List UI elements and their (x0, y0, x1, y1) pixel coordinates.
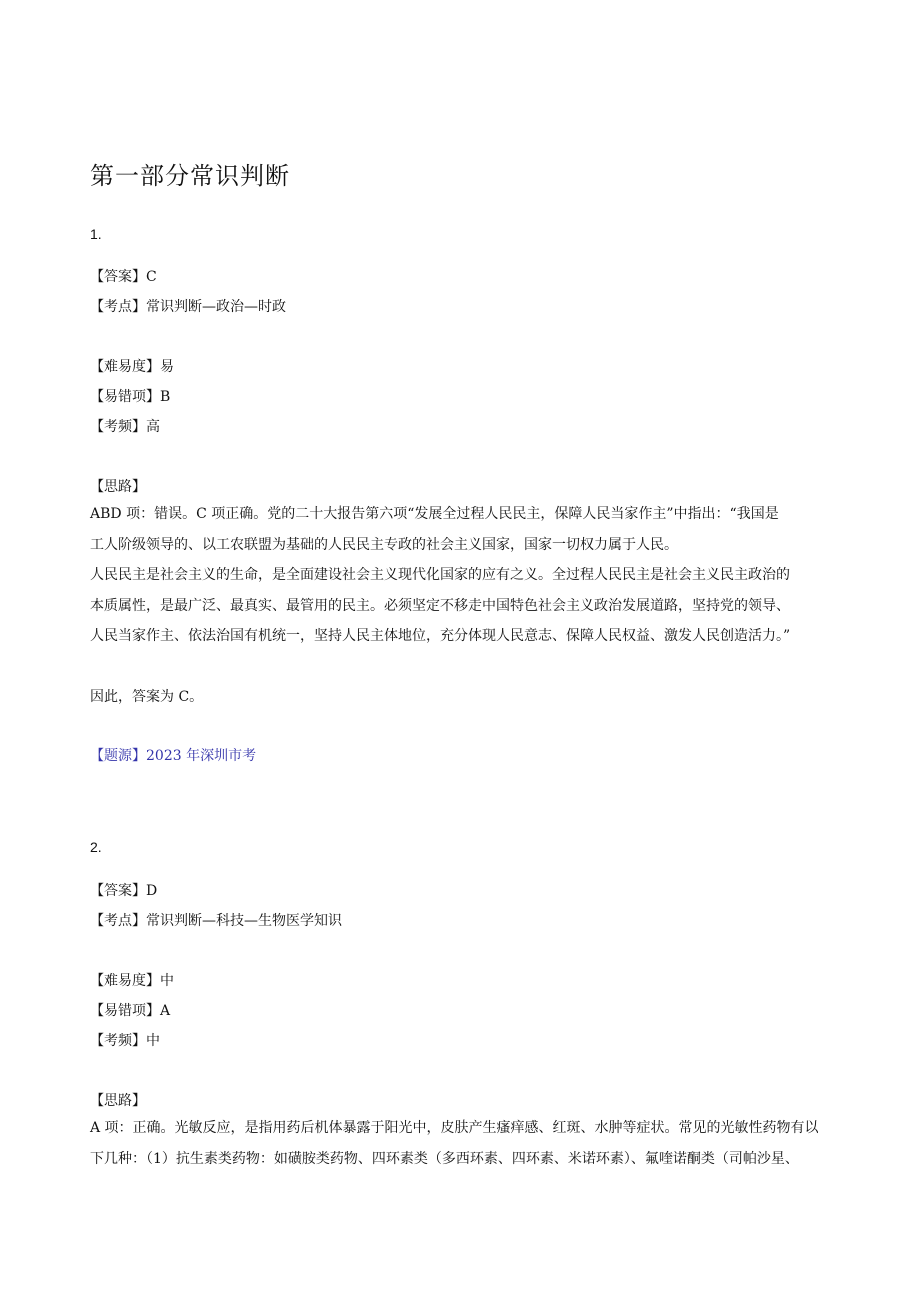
question-1-frequency: 【考频】高 (90, 419, 160, 435)
question-1-number: 1. (90, 226, 102, 242)
question-2-topic: 【考点】常识判断—科技—生物医学知识 (90, 913, 342, 929)
question-2-reasoning (90, 1113, 830, 1174)
reasoning-line: 人民民主是社会主义的生命，是全面建设社会主义现代化国家的应有之义。全过程人民民主是社会主义民主政治的 (90, 567, 790, 583)
reasoning-line: ABD 项：错误。C 项正确。党的二十大报告第六项“发展全过程人民民主，保障人民当家作主”中指出：“我国是 (90, 506, 779, 522)
reasoning-line: 本质属性，是最广泛、最真实、最管用的民主。必须坚定不移走中国特色社会主义政治发展道路，坚持党的领导、 (90, 597, 790, 614)
question-1-difficulty: 【难易度】易 (90, 359, 174, 375)
question-2-difficulty: 【难易度】中 (90, 973, 174, 989)
question-1-answer: 【答案】C (90, 269, 157, 285)
reasoning-line: 工人阶级领导的、以工农联盟为基础的人民民主专政的社会主义国家，国家一切权力属于人民。 (90, 536, 678, 553)
question-1-reasoning (90, 499, 830, 652)
question-1-source: 【题源】2023 年深圳市考 (90, 748, 257, 764)
question-2-frequency: 【考频】中 (90, 1033, 160, 1049)
question-1-conclusion: 因此，答案为 C。 (90, 689, 204, 705)
question-1-reasoning-label: 【思路】 (90, 479, 146, 495)
question-2-easy-wrong: 【易错项】A (90, 1003, 171, 1019)
section-title: 第一部分常识判断 (90, 162, 290, 190)
question-1-easy-wrong: 【易错项】B (90, 389, 171, 405)
reasoning-line: 人民当家作主、依法治国有机统一，坚持人民主体地位，充分体现人民意志、保障人民权益、激发人民创造活力。” (90, 628, 791, 644)
reasoning-line: A 项：正确。光敏反应，是指用药后机体暴露于阳光中，皮肤产生瘙痒感、红斑、水肿等症状。常见的光敏性药物有以 (90, 1120, 819, 1136)
question-2-reasoning-label: 【思路】 (90, 1093, 146, 1109)
question-2-number: 2. (90, 839, 102, 855)
reasoning-line: 下几种：（1）抗生素类药物：如磺胺类药物、四环素类（多西环素、四环素、米诺环素）、氟喹诺酮类（司帕沙星、 (90, 1150, 799, 1167)
question-1-topic: 【考点】常识判断—政治—时政 (90, 299, 286, 315)
question-2-answer: 【答案】D (90, 883, 158, 899)
